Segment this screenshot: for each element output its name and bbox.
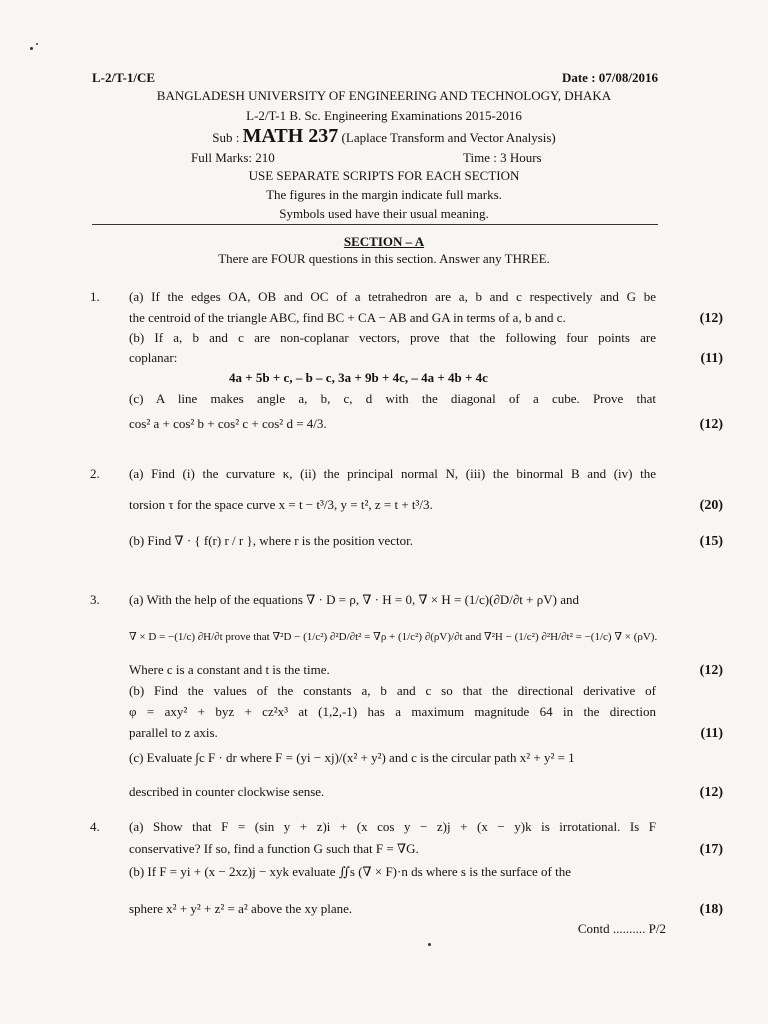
exam-date: Date : 07/08/2016 bbox=[561, 70, 658, 85]
q3c-line2: described in counter clockwise sense. bbox=[129, 784, 325, 799]
q3a-marks: (12) bbox=[699, 663, 723, 678]
exam-title: L-2/T-1 B. Sc. Engineering Examinations 2015-2016 bbox=[246, 108, 522, 123]
scan-speck bbox=[428, 943, 431, 946]
course-code: MATH 237 bbox=[242, 125, 339, 147]
q1b-line1: (b) If a, b and c are non-coplanar vectors, prove that the following four points are bbox=[129, 330, 656, 345]
q4b-line1: (b) If F = yi + (x − 2xz)j − xyk evaluate ∬s (∇ × F)·n ds where s is the surface of the bbox=[129, 864, 571, 879]
q2b-line: (b) Find ∇ · { f(r) r / r }, where r is the position vector. bbox=[129, 533, 414, 548]
question-number-1: 1. bbox=[90, 289, 100, 304]
q3a-line2: ∇ × D = −(1/c) ∂H/∂t prove that ∇²D − (1/c²) ∂²D/∂t² = ∇ρ + (1/c²) ∂(ρV)/∂t and ∇²H − (1/c²) ∂²H/∂t² = −(1/c) ∇ × (ρV). bbox=[129, 631, 658, 643]
q3c-line1: (c) Evaluate ∫c F · dr where F = (yi − xj)/(x² + y²) and c is the circular path x² + y² = 1 bbox=[129, 750, 575, 765]
q1a-line2: the centroid of the triangle ABC, find BC + CA − AB and GA in terms of a, b and c. bbox=[129, 310, 566, 325]
q3b-marks: (11) bbox=[700, 726, 723, 741]
q1b-marks: (11) bbox=[700, 351, 723, 366]
q1b-line2: coplanar: bbox=[129, 350, 178, 365]
q4b-marks: (18) bbox=[699, 902, 723, 917]
q4a-marks: (17) bbox=[699, 842, 723, 857]
instruction-scripts: USE SEPARATE SCRIPTS FOR EACH SECTION bbox=[248, 168, 520, 183]
q4a-line2: conservative? If so, find a function G such that F = ∇G. bbox=[129, 841, 419, 856]
university-name: BANGLADESH UNIVERSITY OF ENGINEERING AND TECHNOLOGY, DHAKA bbox=[156, 88, 612, 103]
q1c-line1: (c) A line makes angle a, b, c, d with the diagonal of a cube. Prove that bbox=[129, 391, 656, 406]
scan-speck bbox=[30, 47, 33, 50]
question-number-3: 3. bbox=[90, 592, 100, 607]
q4a-line1: (a) Show that F = (sin y + z)i + (x cos y − z)j + (x − y)k is irrotational. Is F bbox=[129, 819, 656, 834]
q2a-marks: (20) bbox=[699, 498, 723, 513]
subject-line bbox=[0, 124, 768, 149]
q1b-points: 4a + 5b + c, – b – c, 3a + 9b + 4c, – 4a + 4b + 4c bbox=[229, 370, 488, 385]
q3a-line3: Where c is a constant and t is the time. bbox=[129, 662, 330, 677]
paper-code: L-2/T-1/CE bbox=[92, 70, 156, 85]
continued-note: Contd .......... P/2 bbox=[577, 921, 666, 936]
question-number-4: 4. bbox=[90, 819, 100, 834]
subject-prefix: Sub : bbox=[212, 130, 243, 145]
q2b-marks: (15) bbox=[699, 534, 723, 549]
instruction-marks: The figures in the margin indicate full marks. bbox=[266, 187, 502, 202]
course-title: (Laplace Transform and Vector Analysis) bbox=[338, 130, 556, 145]
q4b-line2: sphere x² + y² + z² = a² above the xy plane. bbox=[129, 901, 353, 916]
q3c-marks: (12) bbox=[699, 785, 723, 800]
q3b-line1: (b) Find the values of the constants a, b and c so that the directional derivative of bbox=[129, 683, 656, 698]
q2a-line2: torsion τ for the space curve x = t − t³/3, y = t², z = t + t³/3. bbox=[129, 497, 433, 512]
q1c-line2: cos² a + cos² b + cos² c + cos² d = 4/3. bbox=[129, 416, 327, 431]
q2a-line1: (a) Find (i) the curvature κ, (ii) the principal normal N, (iii) the binormal B and (iv) the bbox=[129, 466, 656, 481]
section-title: SECTION – A bbox=[343, 234, 425, 249]
exam-time: Time : 3 Hours bbox=[463, 150, 542, 165]
q1c-marks: (12) bbox=[699, 417, 723, 432]
q3a-line1: (a) With the help of the equations ∇ · D = ρ, ∇ · H = 0, ∇ × H = (1/c)(∂D/∂t + ρV) and bbox=[129, 592, 579, 607]
full-marks: Full Marks: 210 bbox=[191, 150, 275, 165]
section-note: There are FOUR questions in this section. Answer any THREE. bbox=[218, 251, 550, 266]
q1a-marks: (12) bbox=[699, 311, 723, 326]
header-divider bbox=[92, 224, 658, 225]
instruction-symbols: Symbols used have their usual meaning. bbox=[279, 206, 489, 221]
question-number-2: 2. bbox=[90, 466, 100, 481]
scan-speck bbox=[36, 43, 38, 45]
q1a-line1: (a) If the edges OA, OB and OC of a tetrahedron are a, b and c respectively and G be bbox=[129, 289, 656, 304]
q3b-line2: φ = axy² + byz + cz²x³ at (1,2,-1) has a maximum magnitude 64 in the direction bbox=[129, 704, 656, 719]
q3b-line3: parallel to z axis. bbox=[129, 725, 218, 740]
